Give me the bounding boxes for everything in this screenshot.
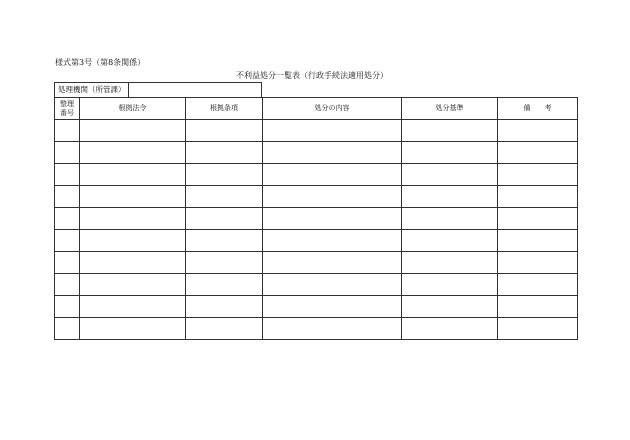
table-row <box>55 208 578 230</box>
document-title: 不利益処分一覧表（行政手続法適用処分） <box>236 71 388 80</box>
agency-label: 処理機関（所管課） <box>55 83 129 97</box>
cell-disposition-content[interactable] <box>263 142 402 164</box>
header-disposition-standard: 処分基準 <box>402 98 498 120</box>
cell-serial-number[interactable] <box>55 208 80 230</box>
table-row <box>55 252 578 274</box>
cell-remarks[interactable] <box>498 296 578 318</box>
cell-serial-number[interactable] <box>55 164 80 186</box>
cell-remarks[interactable] <box>498 230 578 252</box>
table-row <box>55 164 578 186</box>
cell-disposition-content[interactable] <box>263 164 402 186</box>
table-row <box>55 186 578 208</box>
cell-remarks[interactable] <box>498 186 578 208</box>
cell-disposition-standard[interactable] <box>402 164 498 186</box>
cell-disposition-standard[interactable] <box>402 120 498 142</box>
cell-disposition-content[interactable] <box>263 252 402 274</box>
cell-legal-basis[interactable] <box>80 252 186 274</box>
cell-disposition-standard[interactable] <box>402 230 498 252</box>
cell-serial-number[interactable] <box>55 186 80 208</box>
cell-legal-basis[interactable] <box>80 230 186 252</box>
header-disposition-content: 処分の内容 <box>263 98 402 120</box>
cell-disposition-content[interactable] <box>263 296 402 318</box>
cell-disposition-standard[interactable] <box>402 186 498 208</box>
cell-disposition-content[interactable] <box>263 318 402 340</box>
cell-legal-basis[interactable] <box>80 120 186 142</box>
cell-remarks[interactable] <box>498 208 578 230</box>
cell-disposition-content[interactable] <box>263 230 402 252</box>
table-row <box>55 142 578 164</box>
header-remarks: 備 考 <box>498 98 578 120</box>
cell-disposition-standard[interactable] <box>402 208 498 230</box>
cell-basis-clause[interactable] <box>186 296 263 318</box>
cell-disposition-content[interactable] <box>263 120 402 142</box>
table-row <box>55 318 578 340</box>
cell-basis-clause[interactable] <box>186 230 263 252</box>
cell-disposition-standard[interactable] <box>402 252 498 274</box>
header-serial-number: 整理 番号 <box>55 98 80 120</box>
cell-basis-clause[interactable] <box>186 186 263 208</box>
table-header-row <box>55 98 578 120</box>
cell-basis-clause[interactable] <box>186 142 263 164</box>
cell-disposition-standard[interactable] <box>402 296 498 318</box>
disposition-table <box>54 97 578 340</box>
cell-remarks[interactable] <box>498 252 578 274</box>
cell-remarks[interactable] <box>498 120 578 142</box>
cell-disposition-content[interactable] <box>263 208 402 230</box>
cell-disposition-content[interactable] <box>263 274 402 296</box>
cell-disposition-standard[interactable] <box>402 318 498 340</box>
cell-remarks[interactable] <box>498 142 578 164</box>
cell-disposition-content[interactable] <box>263 186 402 208</box>
cell-basis-clause[interactable] <box>186 120 263 142</box>
cell-legal-basis[interactable] <box>80 186 186 208</box>
cell-legal-basis[interactable] <box>80 164 186 186</box>
cell-serial-number[interactable] <box>55 142 80 164</box>
cell-basis-clause[interactable] <box>186 252 263 274</box>
cell-basis-clause[interactable] <box>186 318 263 340</box>
cell-legal-basis[interactable] <box>80 208 186 230</box>
cell-basis-clause[interactable] <box>186 208 263 230</box>
cell-serial-number[interactable] <box>55 120 80 142</box>
cell-remarks[interactable] <box>498 318 578 340</box>
cell-remarks[interactable] <box>498 274 578 296</box>
table-row <box>55 230 578 252</box>
table-row <box>55 274 578 296</box>
cell-serial-number[interactable] <box>55 296 80 318</box>
cell-serial-number[interactable] <box>55 318 80 340</box>
cell-legal-basis[interactable] <box>80 296 186 318</box>
cell-basis-clause[interactable] <box>186 274 263 296</box>
cell-basis-clause[interactable] <box>186 164 263 186</box>
cell-disposition-standard[interactable] <box>402 142 498 164</box>
table-row <box>55 120 578 142</box>
cell-serial-number[interactable] <box>55 274 80 296</box>
header-legal-basis: 根拠法令 <box>80 98 186 120</box>
cell-remarks[interactable] <box>498 164 578 186</box>
cell-legal-basis[interactable] <box>80 274 186 296</box>
form-number: 様式第3号（第8条関係） <box>55 58 146 67</box>
agency-box <box>54 82 262 97</box>
cell-serial-number[interactable] <box>55 252 80 274</box>
cell-legal-basis[interactable] <box>80 142 186 164</box>
cell-legal-basis[interactable] <box>80 318 186 340</box>
agency-value-field[interactable] <box>129 83 261 97</box>
cell-serial-number[interactable] <box>55 230 80 252</box>
cell-disposition-standard[interactable] <box>402 274 498 296</box>
table-row <box>55 296 578 318</box>
header-basis-clause: 根拠条項 <box>186 98 263 120</box>
table-body <box>55 120 578 340</box>
